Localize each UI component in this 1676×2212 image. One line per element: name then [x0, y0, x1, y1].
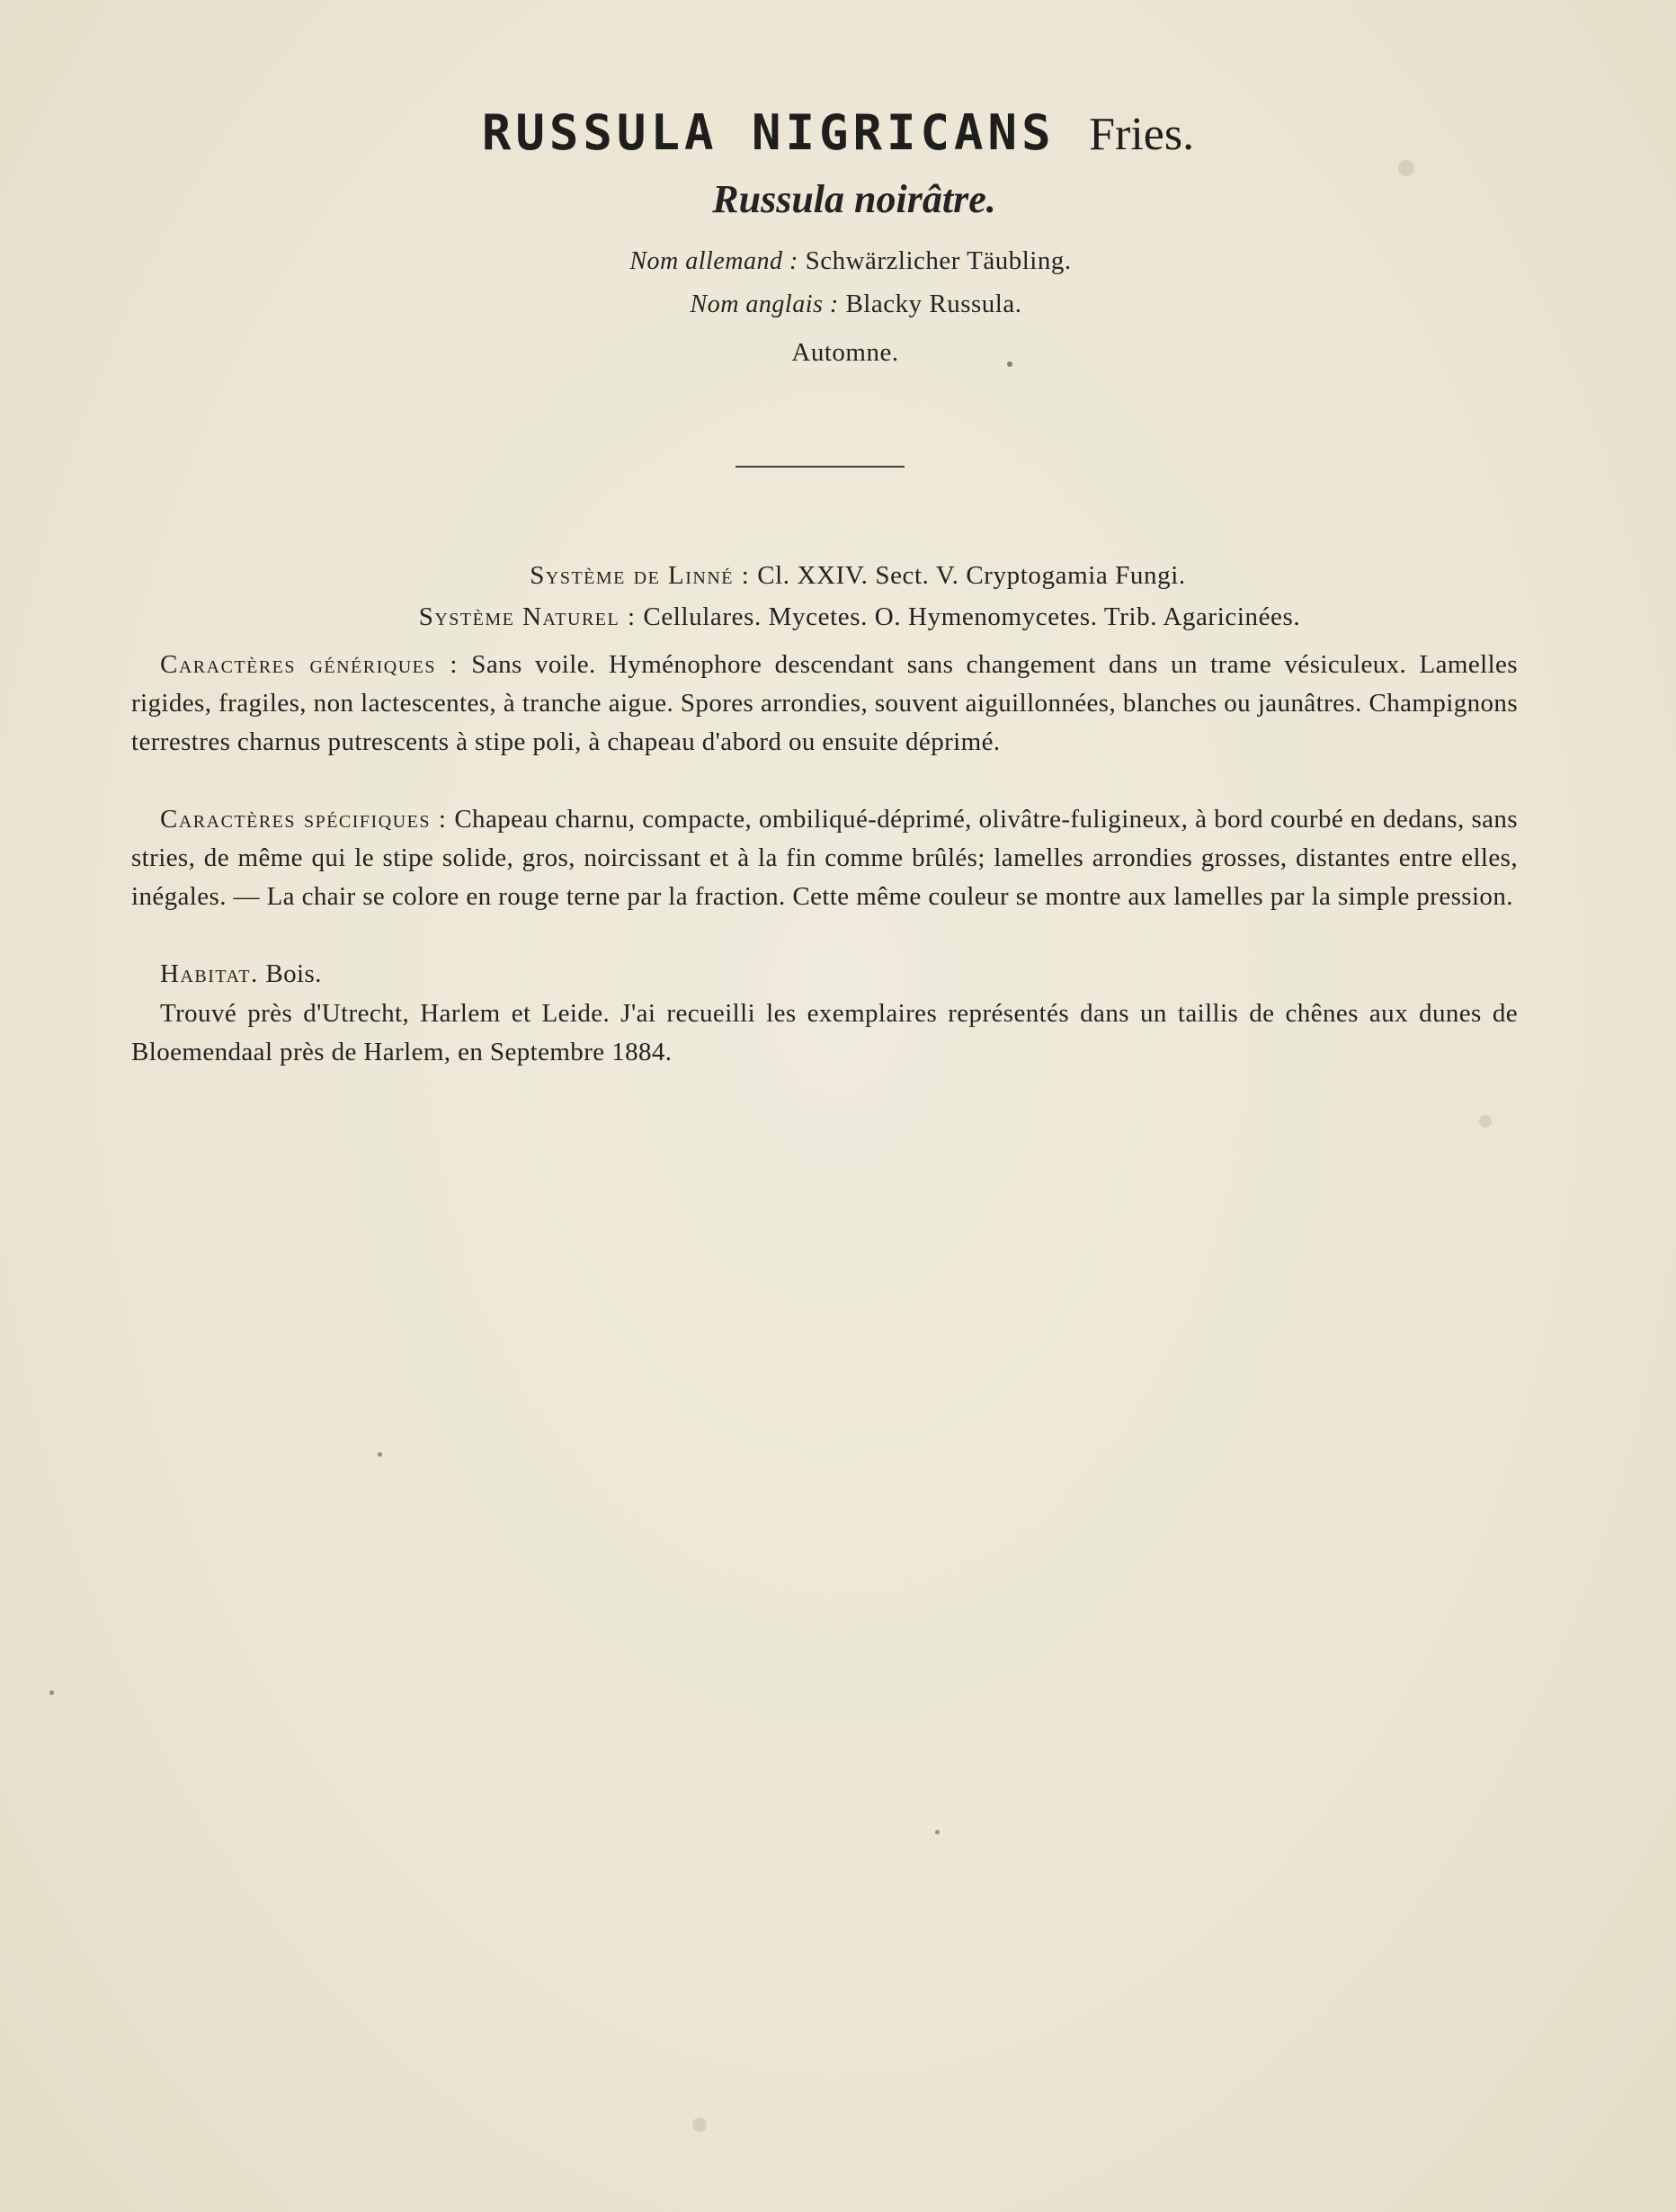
german-name-value: Schwärzlicher Täubling.: [805, 246, 1072, 275]
specific-characters-paragraph: [131, 800, 1518, 929]
locality-paragraph: [131, 995, 1518, 1084]
section-divider: [735, 466, 905, 468]
common-name-french: Russula noirâtre.: [712, 177, 996, 221]
locality-text: Trouvé près d'Utrecht, Harlem et Leide. J'ai recueilli les exemplaires représentés dans un taillis de chênes aux dunes de Bloemendaal près de Harlem, en Septembre 1884.: [131, 999, 1518, 1066]
paper-spot: [1398, 160, 1414, 176]
season: Automne.: [791, 338, 899, 367]
paper-spot: [1479, 1115, 1492, 1128]
specific-characters-text: Chapeau charnu, compacte, ombiliqué-déprimé, olivâtre-fuligineux, à bord courbé en dedans, sans stries, de même qui le stipe solide, gros, noircissant et à la fin comme brûlés; lamelles arrondies grosses, distantes entre elles, inégales. — La chair se colore en rouge terne par la fraction. Cette même couleur se montre aux lamelles par la simple pression.: [131, 805, 1518, 911]
english-name-value: Blacky Russula.: [845, 290, 1022, 318]
linne-system-line: [20, 561, 1676, 591]
linne-system-value: Cl. XXIV. Sect. V. Cryptogamia Fungi.: [757, 561, 1186, 590]
paper-spot: [49, 1690, 54, 1695]
specific-characters-label: Caractères spécifiques :: [160, 805, 448, 834]
english-name-line: [18, 290, 1676, 319]
species-title: [0, 104, 1676, 161]
generic-characters-paragraph: [131, 646, 1518, 774]
english-name-label: Nom anglais :: [690, 290, 839, 318]
natural-system-label: Système Naturel :: [418, 602, 637, 631]
paper-spot: [935, 1830, 940, 1834]
generic-characters-text: Sans voile. Hyménophore descendant sans changement dans un trame vésiculeux. Lamelles rigides, fragiles, non lactescentes, à tranche aigue. Spores arrondies, souvent aiguillonnées, blanches ou jaunâtres. Champignons terrestres charnus putrescents à stipe poli, à chapeau d'abord ou ensuite déprimé.: [131, 650, 1518, 756]
german-name-label: Nom allemand :: [629, 247, 798, 275]
species-name: RUSSULA NIGRICANS: [481, 104, 1056, 161]
german-name-line: [13, 246, 1676, 276]
habitat-text: Bois.: [265, 959, 322, 988]
paper-spot: [692, 2118, 707, 2132]
habitat-label: Habitat.: [160, 959, 259, 988]
natural-system-value: Cellulares. Mycetes. O. Hymenomycetes. Trib. Agaricinées.: [643, 602, 1301, 631]
generic-characters-label: Caractères génériques :: [160, 650, 459, 679]
linne-system-label: Système de Linné :: [530, 561, 751, 590]
paper-spot: [378, 1452, 382, 1457]
species-author: Fries.: [1089, 109, 1195, 160]
natural-system-line: [22, 602, 1676, 632]
